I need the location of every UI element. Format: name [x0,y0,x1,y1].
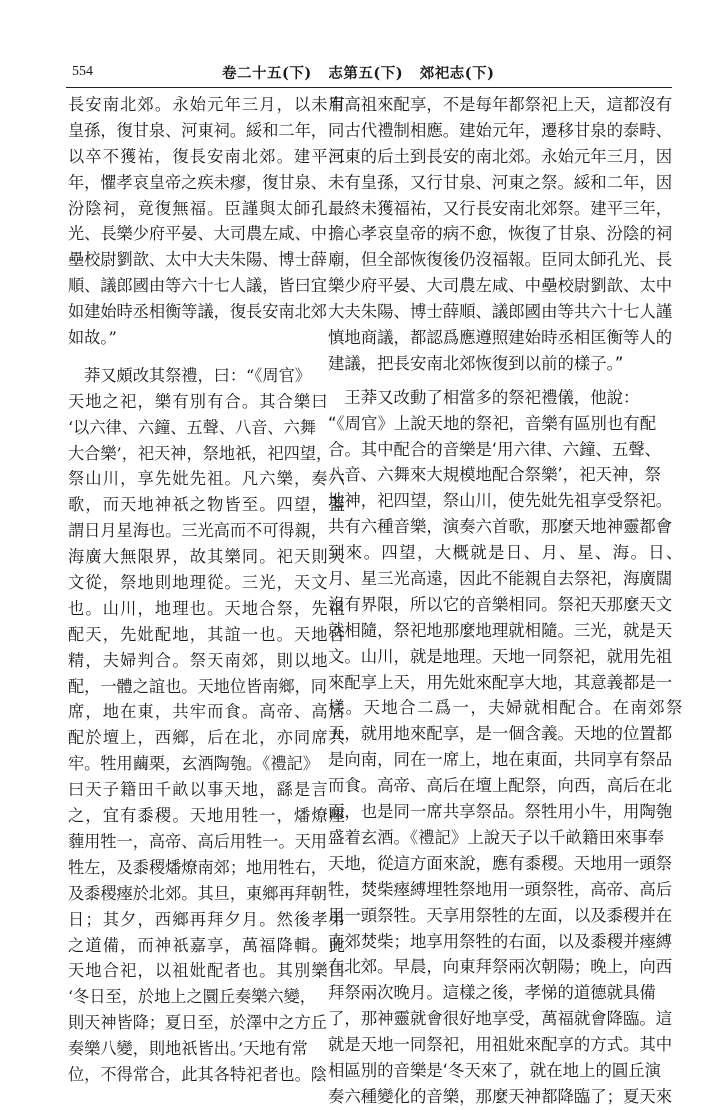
text-line: 用高祖來配享，不是每年都祭祀上天，這都沒有 [328,95,673,114]
page-header [72,62,674,84]
classical-paragraph-2 [68,363,347,1088]
text-line: 謂日月星海也。三光高而不可得親， [68,521,327,541]
text-line: 如建始時丞相衡等議，復長安南北郊 [68,302,327,322]
text-line: 相區別的音樂是‘冬天來了，就在地上的圓丘演 [328,1060,662,1080]
text-line: 順、議郎國由等六十七人議，皆曰宜 [68,276,327,296]
text-line: 王莽又改動了相當多的祭祀禮儀，他說： [328,387,640,407]
text-line: 沒有界限，所以它的音樂相同。祭祀天那麼天文 [328,594,673,614]
text-line: 奏六種變化的音樂，那麼天神都降臨了；夏天來 [328,1086,673,1106]
text-line: ‘以六律、六鐘、五聲、八音、六舞 [68,417,316,437]
text-line: 年，懼孝哀皇帝之疾未瘳，復甘泉、 [68,172,327,192]
text-line: 大夫朱陽、博士薛順、議郎國由等共六十七人謹 [328,302,673,322]
paragraph-gap [328,377,678,385]
text-line: “《周官》上說天地的祭祀，音樂有區別也有配 [328,413,657,433]
text-line: 拜祭兩次晚月。這樣之後，孝悌的道德就具備 [328,983,656,1003]
text-line: 之，宜有黍稷。天地用牲一，燔燎瘞 [68,806,347,826]
text-line: 曰天子籍田千畝以事天地，繇是言 [68,780,329,800]
text-line: 八音、六舞來大規模地配合祭樂’，祀天神，祭 [328,465,662,485]
text-line: 慎地商議，都認爲應遵照建始時丞相匡衡等人的 [328,328,673,348]
text-line: 共有六種音樂，演奏六首歌，那麼天地神靈都會 [328,517,673,537]
text-line: 祭山川，享先妣先祖。凡六樂，奏六 [68,469,347,489]
translation-column [328,92,684,1110]
paragraph-gap [68,351,318,363]
text-line: 在北郊。早晨，向東拜祭兩次朝陽；晚上，向西 [328,957,673,977]
text-line: 南郊焚柴；地享用祭牲的右面，以及黍稷并瘞縛 [328,931,673,951]
text-line: 海廣大無限界，故其樂同。祀天則天 [68,547,347,567]
text-line: 就是天地一同祭祀，用祖妣來配享的方式。其中 [328,1035,673,1055]
text-line: 樣。天地合二爲一，夫婦就相配合。在南郊祭 [328,698,684,718]
text-line: 牢。牲用繭栗，玄酒陶匏。《禮記》 [68,754,319,774]
text-line: 牲，焚柴瘞縛埋牲祭地用一頭祭牲，高帝、高后 [328,879,673,899]
text-line: 最終未獲福祐，又行長安南北郊祭。建平三年， [328,198,673,218]
text-line: 到來。四望，大概就是日、月、星、海。日、 [328,543,684,563]
text-line: 薶用牲一，高帝、高后用牲一。天用 [68,831,327,851]
text-line: 天地，從這方面來說，應有黍稷。天地用一頭祭 [328,853,673,873]
text-line: 也。山川，地理也。天地合祭，先祖 [68,598,347,618]
text-line: 精，夫婦判合。祭天南郊，則以地 [68,650,329,670]
text-line: 壘校尉劉歆、太中大夫朱陽、博士薛 [68,250,327,270]
text-line: 及黍稷瘞於北郊。其旦，東鄉再拜朝 [68,883,327,903]
text-line: 了，那神靈就會很好地享受，萬福就會降臨。這 [328,1009,673,1029]
text-line: 以卒不獲祐，復長安南北郊。建平三 [68,146,347,166]
text-line: 而食。高帝、高后在壇上配祭，向西，高后在北 [328,776,673,796]
text-line: 建議，把長安南北郊恢復到以前的樣子。” [328,353,624,373]
text-line: 地神，祀四望，祭山川，使先妣先祖享受祭祀。 [328,491,673,511]
text-line: 就相隨，祭祀地那麼地理就相隨。三光，就是天 [328,620,673,640]
text-line: 光、長樂少府平晏、大司農左咸、中 [68,224,327,244]
translation-paragraph-2 [328,385,684,1110]
classical-paragraph-1 [68,92,347,351]
text-line: 合。其中配合的音樂是‘用六律、六鐘、五聲、 [328,439,662,459]
text-line: 面，也是同一席共享祭品。祭牲用小牛，用陶匏 [328,802,673,822]
text-line: 未有皇孫，又行甘泉、河東之祭。綏和二年，因 [328,172,673,192]
text-line: 大合樂’，祀天神，祭地祇，祀四望， [68,443,333,463]
text-line: 廟，但全部恢復後仍沒福報。臣同太師孔光、長 [328,250,673,270]
text-line: 盛着玄酒。《禮記》上說天子以千畝籍田來事奉 [328,827,665,847]
running-head: 卷二十五(下) 志第五(下) 郊祀志(下) [222,65,495,82]
text-line: 擔心孝哀皇帝的病不愈，恢復了甘泉、汾陰的祠 [328,224,673,244]
classical-text-column [68,92,347,1088]
text-line: 配，一體之誼也。天地位皆南鄉，同 [68,676,327,696]
text-line: 奏樂八變，則地祇皆出。’天地有常 [68,1039,308,1059]
text-line: 席，地在東，共牢而食。高帝、高后 [68,702,347,722]
text-line: 配於壇上，西鄉，后在北，亦同席共 [68,728,347,748]
text-line: 日；其夕，西鄉再拜夕月。然後孝弟 [68,909,347,929]
text-line: 月、星三光高遠，因此不能親自去祭祀，海廣闊 [328,569,673,589]
text-line: 樂少府平晏、大司農左咸、中壘校尉劉歆、太中 [328,276,673,296]
text-line: 皇孫，復甘泉、河東祠。綏和二年， [68,120,327,140]
text-line: 天，就用地來配享，是一個含義。天地的位置都 [328,724,673,744]
text-line: 牲左，及黍稷燔燎南郊；地用牲右， [68,857,327,877]
text-line: 文從，祭地則地理從。三光，天文 [68,573,329,593]
text-line: ‘冬日至，於地上之圜丘奏樂六變， [68,987,316,1007]
text-line: 長安南北郊。永始元年三月，以未有 [68,95,347,114]
text-line: 是向南，同在一席上，地在東面，共同享有祭品 [328,750,673,770]
page-number: 554 [72,64,93,79]
text-line: 如故。” [68,328,117,348]
text-line: 莽又頗改其祭禮，曰：“《周官》 [68,365,311,385]
text-line: 之道備，而神祇嘉享，萬福降輯。此 [68,935,347,955]
text-line: 位，不得常合，此其各特祀者也。陰 [68,1064,327,1084]
text-line: 文。山川，就是地理。天地一同祭祀，就用先祖 [328,646,673,666]
translation-paragraph-1 [328,92,678,377]
text-line: 歌，而天地神祇之物皆至。四望，蓋 [68,495,347,515]
text-line: 來配享上天，用先妣來配享大地，其意義都是一 [328,672,673,692]
text-line: 河東的后土到長安的南北郊。永始元年三月，因 [328,146,673,166]
text-line: 同古代禮制相應。建始元年，遷移甘泉的泰畤、 [328,120,673,140]
text-line: 汾陰祠，竟復無福。臣謹與太師孔 [68,198,329,218]
text-line: 配天，先妣配地，其誼一也。天地合 [68,624,347,644]
text-line: 天地合祀，以祖妣配者也。其別樂曰 [68,961,347,981]
header-rule [66,87,672,88]
text-line: 天地之祀，樂有別有合。其合樂曰 [68,391,329,411]
text-line: 用一頭祭牲。天享用祭牲的左面，以及黍稷并在 [328,905,673,925]
text-line: 則天神皆降；夏日至，於澤中之方丘 [68,1013,327,1033]
